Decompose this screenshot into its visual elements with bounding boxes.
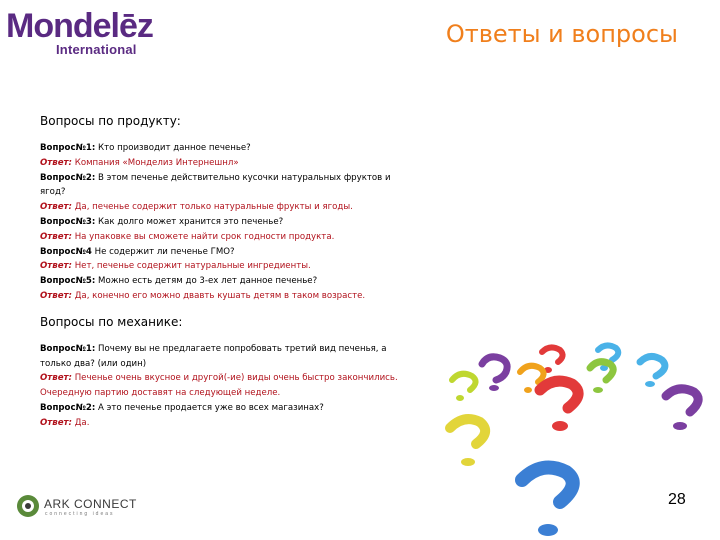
qa-text: только два? (или один) — [40, 358, 147, 369]
ark-connect-icon — [16, 494, 40, 518]
answer-text: Да, печенье содержит только натуральные фрукты и ягоды. — [71, 202, 353, 213]
qa-line — [40, 215, 460, 230]
qa-text: В этом печенье действительно кусочки натуральных фруктов и — [95, 172, 391, 183]
qa-text: ягод? — [40, 187, 66, 198]
answer-text: Очередную партию доставят на следующей неделе. — [40, 388, 281, 399]
logo-sub-text: International — [56, 42, 137, 57]
qa-label: Вопрос№2: — [40, 172, 96, 183]
question-marks-illustration — [430, 340, 720, 540]
qa-line — [40, 274, 460, 289]
answer-line — [40, 259, 460, 274]
answer-text: На упаковке вы сможете найти срок годности продукта. — [71, 231, 335, 242]
answer-line — [40, 386, 460, 401]
footer-logo-text: ARK CONNECT — [44, 497, 137, 511]
answer-text: Компания «Монделиз Интернешнл» — [71, 157, 239, 168]
page-number: 28 — [668, 491, 686, 508]
answer-label: Ответ: — [40, 290, 72, 301]
qa-text: Почему вы не предлагаете попробовать третий вид печенья, а — [95, 343, 387, 354]
qa-label: Вопрос№2: — [40, 402, 96, 413]
qa-label: Вопрос№1: — [40, 343, 96, 354]
question-mark-icon — [666, 389, 698, 430]
qa-label: Вопрос№4 — [40, 246, 92, 257]
answer-label: Ответ: — [40, 157, 72, 168]
qa-text: Можно есть детям до 3-ех лет данное печенье? — [95, 276, 318, 287]
answer-text: Да. — [71, 417, 90, 428]
answer-label: Ответ: — [40, 231, 72, 242]
qa-text: Как долго может хранится это печенье? — [95, 216, 284, 227]
mechanics-qa-list — [40, 342, 460, 431]
qa-line — [40, 171, 460, 186]
qa-line — [40, 245, 460, 260]
answer-text: Печенье очень вкусное и другой(-ие) виды очень быстро закончились. — [71, 373, 398, 384]
mondelez-logo — [6, 6, 166, 58]
qa-text: Не содержит ли печенье ГМО? — [91, 246, 235, 257]
question-mark-icon — [452, 374, 476, 401]
answer-label: Ответ: — [40, 261, 72, 272]
answer-line — [40, 200, 460, 215]
qa-label: Вопрос№5: — [40, 276, 96, 287]
ark-connect-logo — [14, 494, 144, 520]
answer-label: Ответ: — [40, 202, 72, 213]
qa-label: Вопрос№3: — [40, 216, 96, 227]
logo-brand-text: Mondelēz — [6, 7, 153, 45]
qa-line — [40, 342, 460, 357]
answer-line — [40, 289, 460, 304]
qa-line — [40, 401, 460, 416]
question-mark-icon — [450, 419, 485, 466]
answer-text: Да, конечно его можно двавть кушать детям в таком возрасте. — [71, 290, 366, 301]
qa-line — [40, 141, 460, 156]
answer-line — [40, 371, 460, 386]
page-title: Ответы и вопросы — [445, 20, 678, 48]
qa-line — [40, 357, 460, 372]
answer-label: Ответ: — [40, 417, 72, 428]
footer-logo-tagline: connecting ideas — [45, 511, 115, 517]
question-mark-icon — [482, 357, 507, 391]
product-qa-list — [40, 141, 460, 304]
answer-label: Ответ: — [40, 373, 72, 384]
question-mark-icon — [522, 468, 573, 537]
product-heading: Вопросы по продукту: — [40, 114, 181, 128]
answer-line — [40, 416, 460, 431]
qa-content — [40, 113, 460, 431]
answer-line — [40, 156, 460, 171]
answer-line — [40, 230, 460, 245]
qa-text: А это печенье продается уже во всех магазинах? — [95, 402, 324, 413]
mechanics-heading: Вопросы по механике: — [40, 314, 183, 329]
qa-text: Кто производит данное печенье? — [95, 143, 251, 153]
qa-line — [40, 185, 460, 200]
qa-label: Вопрос№1: — [40, 143, 96, 153]
question-mark-icon — [640, 356, 665, 387]
question-mark-icon — [540, 381, 578, 431]
answer-text: Нет, печенье содержит натуральные ингредиенты. — [71, 261, 311, 272]
